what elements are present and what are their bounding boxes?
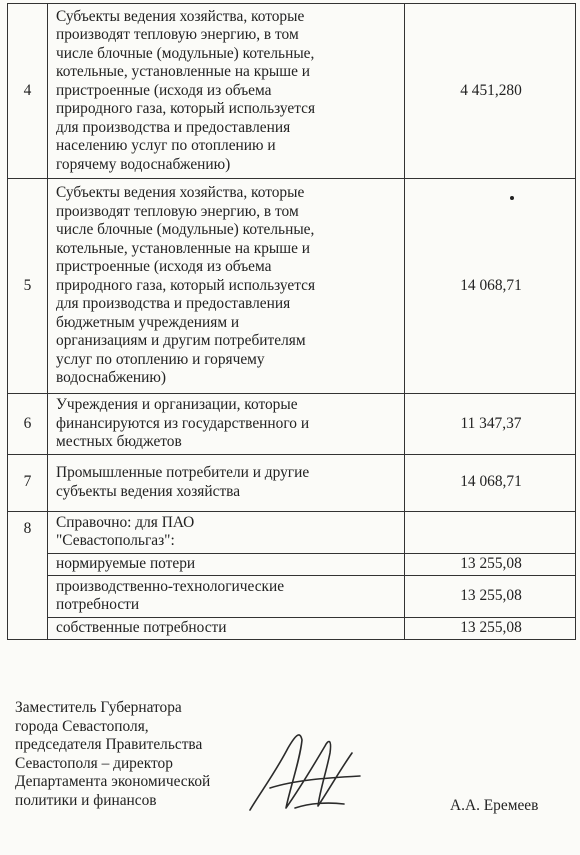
row-value-cell [405,4,576,179]
handwritten-signature [240,718,380,823]
table-row [8,394,576,455]
row-value: 14 068,71 [460,276,522,294]
subrow-name-cell [48,553,405,575]
signer-position: Заместитель Губернатора города Севастополя, председателя Правительства Севастополя – директор Департамента экономической политики и финансов [15,699,211,809]
row-number: 8 [23,519,32,537]
table-row [8,179,576,394]
row-number: 5 [23,276,32,294]
row-value-cell [405,511,576,553]
row-value-cell [405,394,576,455]
row-value: 4 451,280 [460,81,522,99]
row-name: Субъекты ведения хозяйства, которые производят тепловую энергию, в том числе блочные (модульные) котельные, котельные, установленные на крыше и пристроенные (исходя из объема природного газа, который используется для производства и предоставления населению услуг по отоплению и горячему водоснабжению) [56,7,316,173]
row-name-cell [48,179,405,394]
subrow-name-cell [48,575,405,617]
subrow-value: 13 255,08 [460,554,522,572]
subrow-value-cell [405,617,576,639]
row-number-cell [8,454,48,511]
row-name: Учреждения и организации, которые финансируются из государственного и местных бюджетов [56,396,310,450]
row-value-cell [405,454,576,511]
subrow-value: 13 255,08 [460,618,522,636]
row-name: Промышленные потребители и другие субъекты ведения хозяйства [56,464,310,500]
stray-dot-mark [510,196,514,200]
table-subrow [8,575,576,617]
row-name: Справочно: для ПАО "Севастопольгаз": [56,513,195,549]
subrow-name: нормируемые потери [56,554,196,572]
table-row [8,4,576,179]
table-row [8,511,576,553]
row-value: 14 068,71 [460,473,522,491]
subrow-name: производственно-технологические потребности [56,577,285,613]
subrow-name-cell [48,617,405,639]
row-name-cell [48,4,405,179]
row-value: 11 347,37 [460,414,522,432]
subrow-value-cell [405,553,576,575]
row-number: 6 [23,414,32,432]
table-row [8,454,576,511]
subrow-value: 13 255,08 [460,586,522,604]
row-name-cell [48,511,405,553]
subrow-name: собственные потребности [56,618,227,636]
row-name-cell [48,454,405,511]
row-number-cell [8,511,48,639]
table-subrow [8,617,576,639]
row-value-cell [405,179,576,394]
row-number-cell [8,179,48,394]
row-number: 7 [23,473,32,491]
row-number: 4 [23,81,32,99]
row-name: Субъекты ведения хозяйства, которые производят тепловую энергию, в том числе блочные (модульные) котельные, котельные, установленные на крыше и пристроенные (исходя из объема природного газа, который используется для производства и предоставления бюджетным учреждениям и организациям и другим потребителям услуг по отоплению и горячему водоснабжению) [56,184,316,387]
table-subrow [8,553,576,575]
subrow-value-cell [405,575,576,617]
row-name-cell [48,394,405,455]
signer-name: А.А. Еремеев [450,797,539,814]
tariff-table [7,3,576,640]
row-number-cell [8,4,48,179]
row-number-cell [8,394,48,455]
